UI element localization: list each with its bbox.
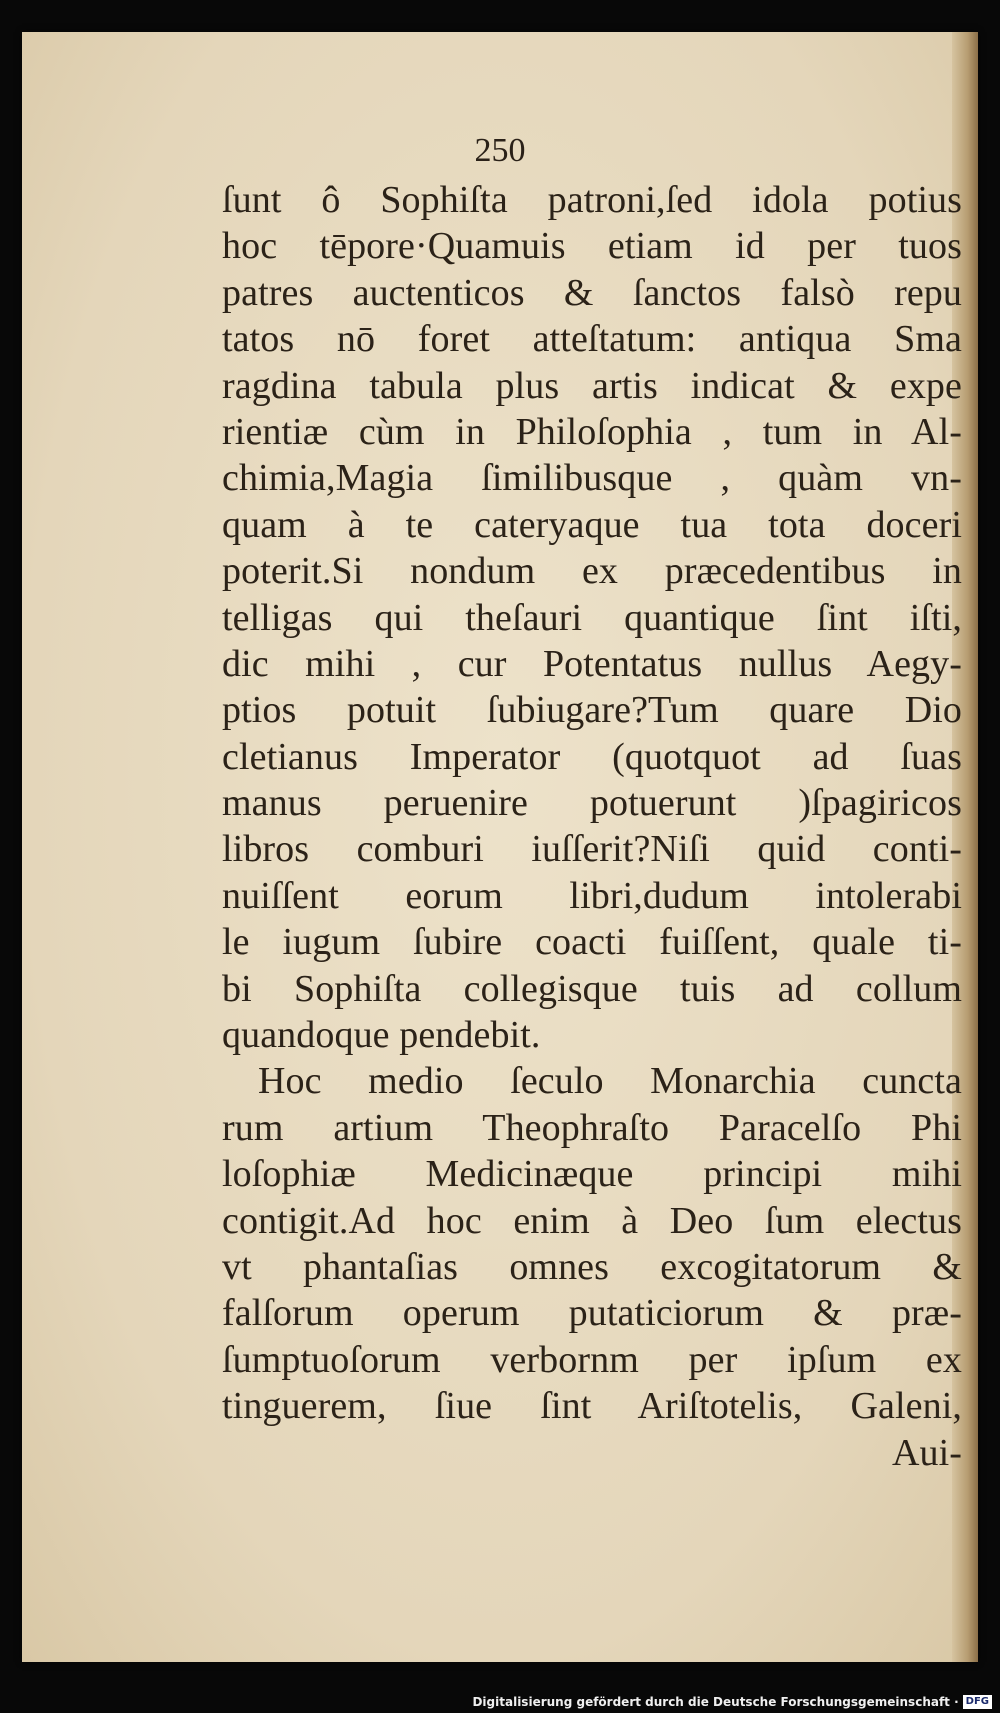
text-line: poterit.Si nondum ex præcedentibus in <box>222 550 962 593</box>
text-block <box>222 177 962 1476</box>
text-line: rum artium Theophraſto Paracelſo Phi <box>222 1106 962 1149</box>
text-line: le iugum ſubire coacti fuiſſent, quale ti- <box>222 921 962 964</box>
text-line: contigit.Ad hoc enim à Deo ſum electus <box>222 1199 962 1242</box>
book-page <box>22 32 978 1662</box>
text-line: falſorum operum putaticiorum & præ- <box>222 1292 962 1335</box>
text-line: chimia,Magia ſimilibusque , quàm vn- <box>222 457 962 500</box>
catchword: Aui- <box>891 1431 962 1474</box>
text-line: ragdina tabula plus artis indicat & expe <box>222 364 962 407</box>
text-line: bi Sophiſta collegisque tuis ad collum <box>222 967 962 1010</box>
text-line: loſophiæ Medicinæque principi mihi <box>222 1153 962 1196</box>
text-line: dic mihi , cur Potentatus nullus Aegy- <box>222 642 962 685</box>
digitization-credit <box>472 1695 992 1709</box>
text-line: hoc tēpore·Quamuis etiam id per tuos <box>222 225 962 268</box>
text-line: tinguerem, ſiue ſint Ariſtotelis, Galeni, <box>222 1385 962 1428</box>
text-line: patres auctenticos & ſanctos falsò repu <box>222 271 962 314</box>
text-line: Hoc medio ſeculo Monarchia cuncta <box>258 1060 962 1103</box>
text-line: libros comburi iuſſerit?Niſi quid conti- <box>222 828 962 871</box>
text-line: quam à te caterуaque tua tota doceri <box>222 503 962 546</box>
dfg-logo: DFG <box>963 1695 992 1709</box>
text-line: manus peruenire potuerunt )ſpagiricos <box>222 782 962 825</box>
credit-text: Digitalisierung gefördert durch die Deutsche Forschungsgemeinschaft · <box>472 1695 959 1709</box>
text-line: vt phantaſias omnes excogitatorum & <box>222 1245 962 1288</box>
text-line: rientiæ cùm in Philoſophia , tum in Al- <box>222 410 962 453</box>
page-number: 250 <box>474 132 526 169</box>
text-line: cletianus Imperator (quotquot ad ſuas <box>222 735 962 778</box>
text-line: ptios potuit ſubiugare?Tum quare Dio <box>222 689 962 732</box>
text-line: ſumptuoſorum verbornm per ipſum ex <box>222 1338 962 1381</box>
text-line: telligas qui theſauri quantique ſint iſti, <box>222 596 962 639</box>
text-line: ſunt ô Sophiſta patroni,ſed idola potius <box>222 179 962 221</box>
text-line: tatos nō foret atteſtatum: antiqua Sma <box>222 318 962 361</box>
text-line: nuiſſent eorum libri,dudum intolerabi <box>222 874 962 917</box>
text-line: quandoque pendebit. <box>222 1014 541 1057</box>
